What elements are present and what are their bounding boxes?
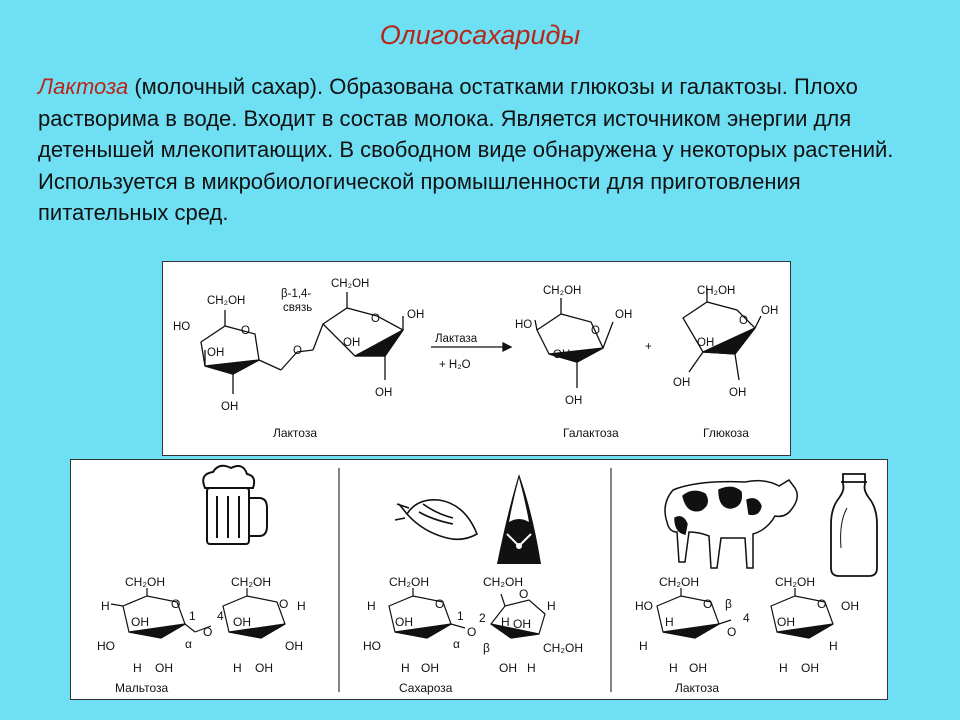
ho-label: HO <box>363 639 381 653</box>
sugar-beet-icon <box>395 500 477 540</box>
h-label: H <box>665 615 674 629</box>
oh-label: OH <box>777 615 795 629</box>
disaccharide-examples-panel <box>70 459 888 700</box>
h-label: H <box>779 661 788 675</box>
oh-label: OH <box>285 639 303 653</box>
ch2oh-label: CH₂OH <box>543 641 583 655</box>
ch2oh-label: CH₂OH <box>775 575 815 589</box>
oh-label: OH <box>729 387 747 399</box>
h-label: H <box>639 639 648 653</box>
slide-title: Олигосахариды <box>379 20 581 50</box>
sugar-loaf-icon <box>497 474 541 564</box>
lactose-term: Лактоза <box>38 74 129 99</box>
h-label: H <box>233 661 242 675</box>
ch2oh-label: CH₂OH <box>659 575 699 589</box>
oh-label: OH <box>513 617 531 631</box>
oh-label: OH <box>221 401 239 413</box>
bond-label-line1: β-1,4- <box>281 288 312 300</box>
position-1-label: 1 <box>189 609 196 623</box>
ring-oxygen-label: O <box>703 597 713 611</box>
position-1-label: 1 <box>457 609 464 623</box>
ch2oh-label: CH₂OH <box>207 295 246 307</box>
oh-label: OH <box>673 377 691 389</box>
oh-label: OH <box>155 661 173 675</box>
cow-icon <box>665 480 797 568</box>
alpha-label: α <box>185 637 192 651</box>
beta-label: β <box>725 597 732 611</box>
glycosidic-oxygen-label: O <box>203 625 213 639</box>
h-label: H <box>297 599 306 613</box>
h-label: H <box>527 661 536 675</box>
ho-label: HO <box>97 639 115 653</box>
milk-bottle-icon <box>831 474 877 576</box>
glycosidic-oxygen-label: O <box>467 625 477 639</box>
beer-mug-icon <box>203 466 267 544</box>
oh-label: OH <box>207 347 225 359</box>
ho-label: HO <box>515 319 533 331</box>
ch2oh-label: CH₂OH <box>231 575 271 589</box>
caption-sucrose: Сахароза <box>399 681 453 695</box>
glycosidic-oxygen-label: O <box>727 625 737 639</box>
water-label: + H₂O <box>439 359 471 371</box>
oh-label: OH <box>553 349 571 361</box>
ch2oh-label: CH₂OH <box>389 575 429 589</box>
enzyme-label: Лактаза <box>435 333 478 345</box>
ch2oh-label: CH₂OH <box>331 278 370 290</box>
h-label: H <box>669 661 678 675</box>
oh-label: OH <box>421 661 439 675</box>
ring-oxygen-label: O <box>519 587 529 601</box>
oh-label: OH <box>395 615 413 629</box>
h-label: H <box>501 615 510 629</box>
ring-oxygen-label: O <box>171 597 181 611</box>
disaccharide-examples <box>71 460 887 699</box>
ring-oxygen-label: O <box>371 313 380 325</box>
ch2oh-label: CH₂OH <box>125 575 165 589</box>
ho-label: HO <box>173 321 191 333</box>
oh-label: OH <box>131 615 149 629</box>
oh-label: OH <box>375 387 393 399</box>
beta-label: β <box>483 641 490 655</box>
h-label: H <box>367 599 376 613</box>
oh-label: OH <box>801 661 819 675</box>
ring-oxygen-label: O <box>591 325 600 337</box>
oh-label: OH <box>499 661 517 675</box>
oh-label: OH <box>761 305 779 317</box>
plus-sign: + <box>645 341 652 353</box>
oh-label: OH <box>233 615 251 629</box>
ring-oxygen-label: O <box>817 597 827 611</box>
lactose-hydrolysis-panel <box>162 261 791 456</box>
oh-label: OH <box>697 337 715 349</box>
oh-label: OH <box>689 661 707 675</box>
ch2oh-label: CH₂OH <box>483 575 523 589</box>
lactose-description: (молочный сахар). Образована остатками глюкозы и галактозы. Плохо растворима в воде. Входит в состав молока. Является источником энергии для детенышей млекопитающих. В свободном виде обнаружена у некоторых растений. Используется в микробиологической промышленности для приготовления питательных сред. <box>38 74 894 225</box>
ring-oxygen-label: O <box>739 315 748 327</box>
caption-glucose: Глюкоза <box>703 426 749 440</box>
ho-label: HO <box>635 599 653 613</box>
oh-label: OH <box>255 661 273 675</box>
oh-label: OH <box>565 395 583 407</box>
bond-label-line2: связь <box>283 302 313 314</box>
alpha-label: α <box>453 637 460 651</box>
caption-maltose: Мальтоза <box>115 681 169 695</box>
lactose-paragraph <box>38 71 918 229</box>
glycosidic-oxygen-label: O <box>293 345 302 357</box>
h-label: H <box>101 599 110 613</box>
ring-oxygen-label: O <box>241 325 250 337</box>
ch2oh-label: CH₂OH <box>697 285 736 297</box>
h-label: H <box>133 661 142 675</box>
oh-label: OH <box>615 309 633 321</box>
ring-oxygen-label: O <box>435 597 445 611</box>
h-label: H <box>829 639 838 653</box>
ring-oxygen-label: O <box>279 597 289 611</box>
caption-lactose: Лактоза <box>273 426 318 440</box>
position-4-label: 4 <box>743 611 750 625</box>
oh-label: OH <box>407 309 425 321</box>
oh-label: OH <box>841 599 859 613</box>
ch2oh-label: CH₂OH <box>543 285 582 297</box>
position-2-label: 2 <box>479 611 486 625</box>
lactose-hydrolysis-scheme <box>163 262 790 455</box>
caption-lactose: Лактоза <box>675 681 720 695</box>
h-label: H <box>401 661 410 675</box>
h-label: H <box>547 599 556 613</box>
position-4-label: 4 <box>217 609 224 623</box>
caption-galactose: Галактоза <box>563 426 619 440</box>
oh-label: OH <box>343 337 361 349</box>
